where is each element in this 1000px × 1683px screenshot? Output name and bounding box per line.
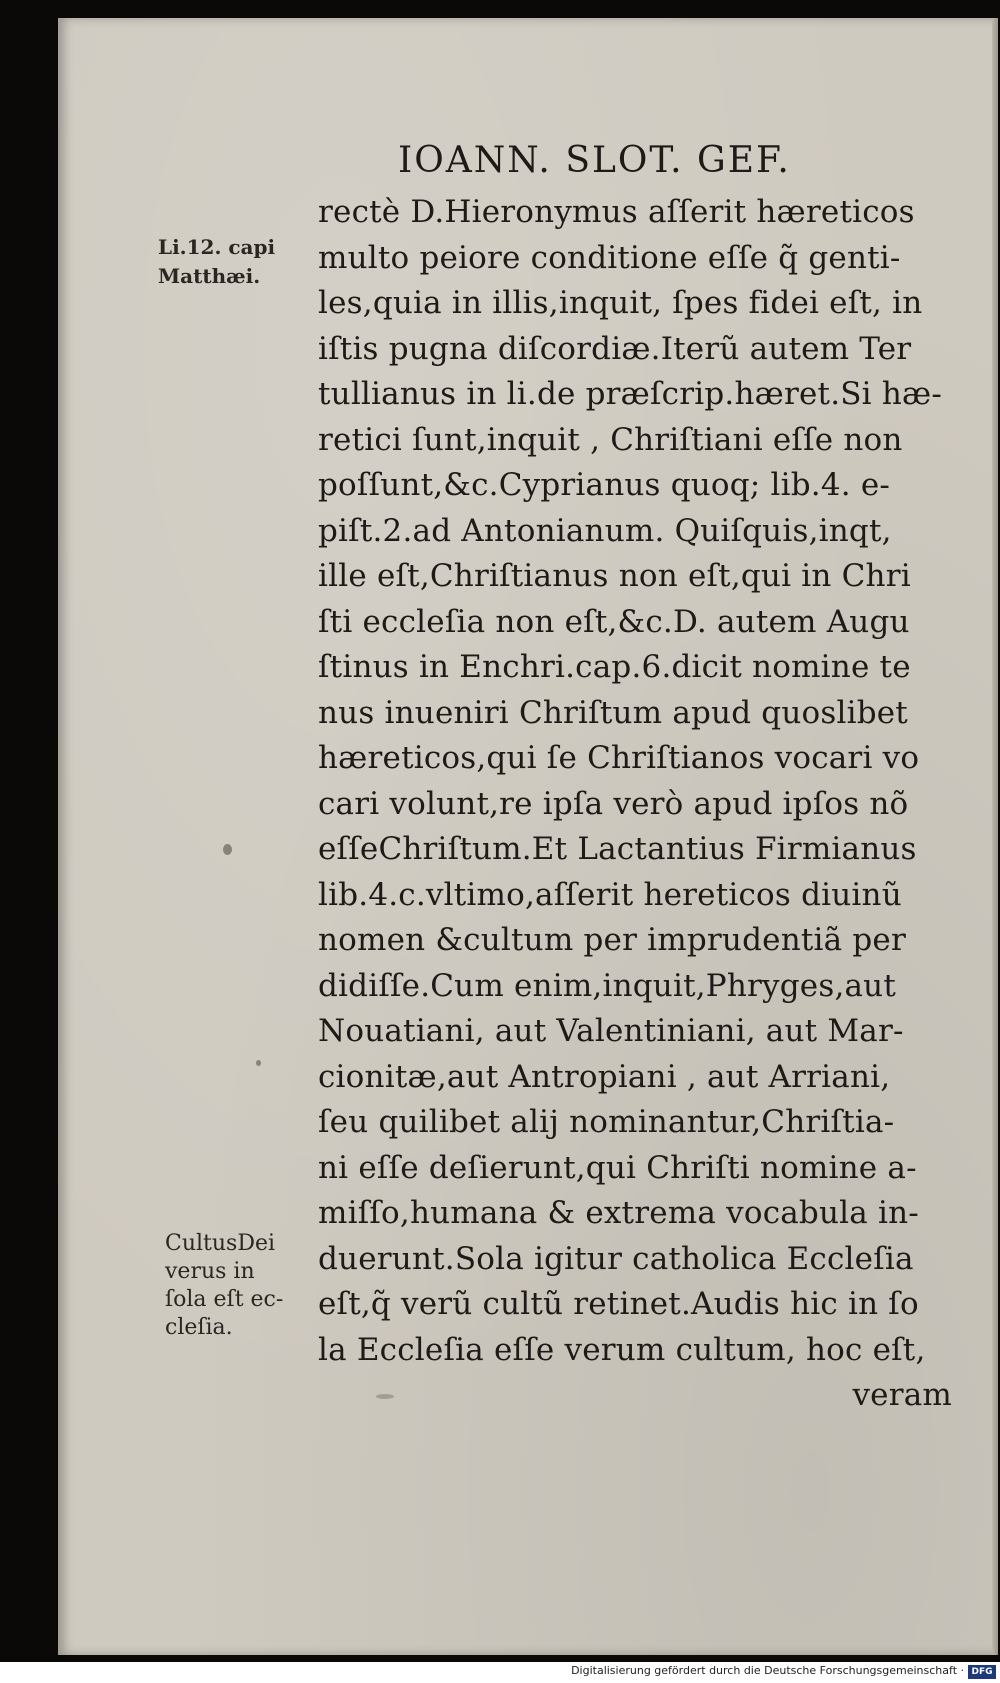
text-line: les,quia in illis,inquit, ſpes fidei eſt, in [318, 285, 923, 321]
text-line: cionitæ,aut Antropiani , aut Arriani, [318, 1058, 891, 1095]
ink-spot [376, 1394, 394, 1399]
text-line: miſſo,humana & extrema vocabula in- [318, 1195, 919, 1231]
ink-spot [256, 1060, 261, 1066]
text-line: duerunt.Sola igitur catholica Eccleſia [318, 1240, 914, 1277]
text-line: ſeu quilibet alij nominantur,Chriſtia- [318, 1104, 895, 1140]
text-line: ſtinus in Enchri.cap.6.dicit nomine te [318, 649, 911, 685]
marginal-note-line: ſola eſt ec- [165, 1287, 284, 1312]
ink-spot [223, 844, 232, 855]
text-line: tullianus in li.de præſcrip.hæret.Si hæ- [318, 376, 943, 412]
marginal-note-line: cleſia. [165, 1315, 233, 1340]
digitization-credit: Digitalisierung gefördert durch die Deutsche Forschungsgemeinschaft · [571, 1664, 964, 1677]
text-line: Nouatiani, aut Valentiniani, aut Mar- [318, 1013, 904, 1049]
text-line: nomen &cultum per imprudentiã per [318, 922, 906, 958]
page-edge [992, 18, 998, 1655]
text-line: eſt,q̃ verũ cultũ retinet.Audis hic in ſo [318, 1286, 919, 1322]
marginal-note-line: Li.12. capi [158, 235, 276, 259]
text-line: iſtis pugna diſcordiæ.Iterũ autem Ter [318, 330, 912, 367]
body-text [318, 190, 958, 1419]
text-line: retici ſunt,inquit , Chriſtiani eſſe non [318, 421, 903, 458]
catchword: veram [852, 1377, 952, 1413]
text-line: la Eccleſia eſſe verum cultum, hoc eſt, [318, 1331, 926, 1368]
dfg-logo: DFG [968, 1665, 996, 1679]
text-line: lib.4.c.vltimo,aſſerit hereticos diuinũ [318, 876, 902, 913]
text-line: poſſunt,&c.Cyprianus quoq; lib.4. e- [318, 467, 891, 503]
text-line: piſt.2.ad Antonianum. Quiſquis,inqt, [318, 512, 892, 549]
marginal-note-line: Matthæi. [158, 264, 261, 288]
text-line: multo peiore conditione eſſe q̃ genti- [318, 239, 901, 276]
text-line: ſti eccleſia non eſt,&c.D. autem Augu [318, 603, 910, 640]
text-line: didiſſe.Cum enim,inquit,Phryges,aut [318, 967, 897, 1004]
text-line: cari volunt,re ipſa verò apud ipſos nõ [318, 785, 909, 822]
text-line: eſſeChriſtum.Et Lactantius Firmianus [318, 831, 917, 867]
marginal-note-reference [158, 233, 275, 291]
text-line: rectè D.Hieronymus aſſerit hæreticos [318, 194, 915, 230]
marginal-note-line: CultusDei [165, 1231, 276, 1256]
text-line: hæreticos,qui ſe Chriſtianos vocari vo [318, 740, 920, 776]
running-head: IOANN. SLOT. GEF. [398, 140, 791, 181]
text-line: ille eſt,Chriſtianus non eſt,qui in Chri [318, 558, 911, 594]
marginal-note-cultus [165, 1230, 283, 1342]
text-line: nus inueniri Chriſtum apud quoslibet [318, 694, 908, 731]
marginal-note-line: verus in [165, 1259, 255, 1284]
text-line: ni eſſe deſierunt,qui Chriſti nomine a- [318, 1149, 917, 1186]
footer-bar [0, 1662, 1000, 1683]
book-page [58, 18, 998, 1655]
